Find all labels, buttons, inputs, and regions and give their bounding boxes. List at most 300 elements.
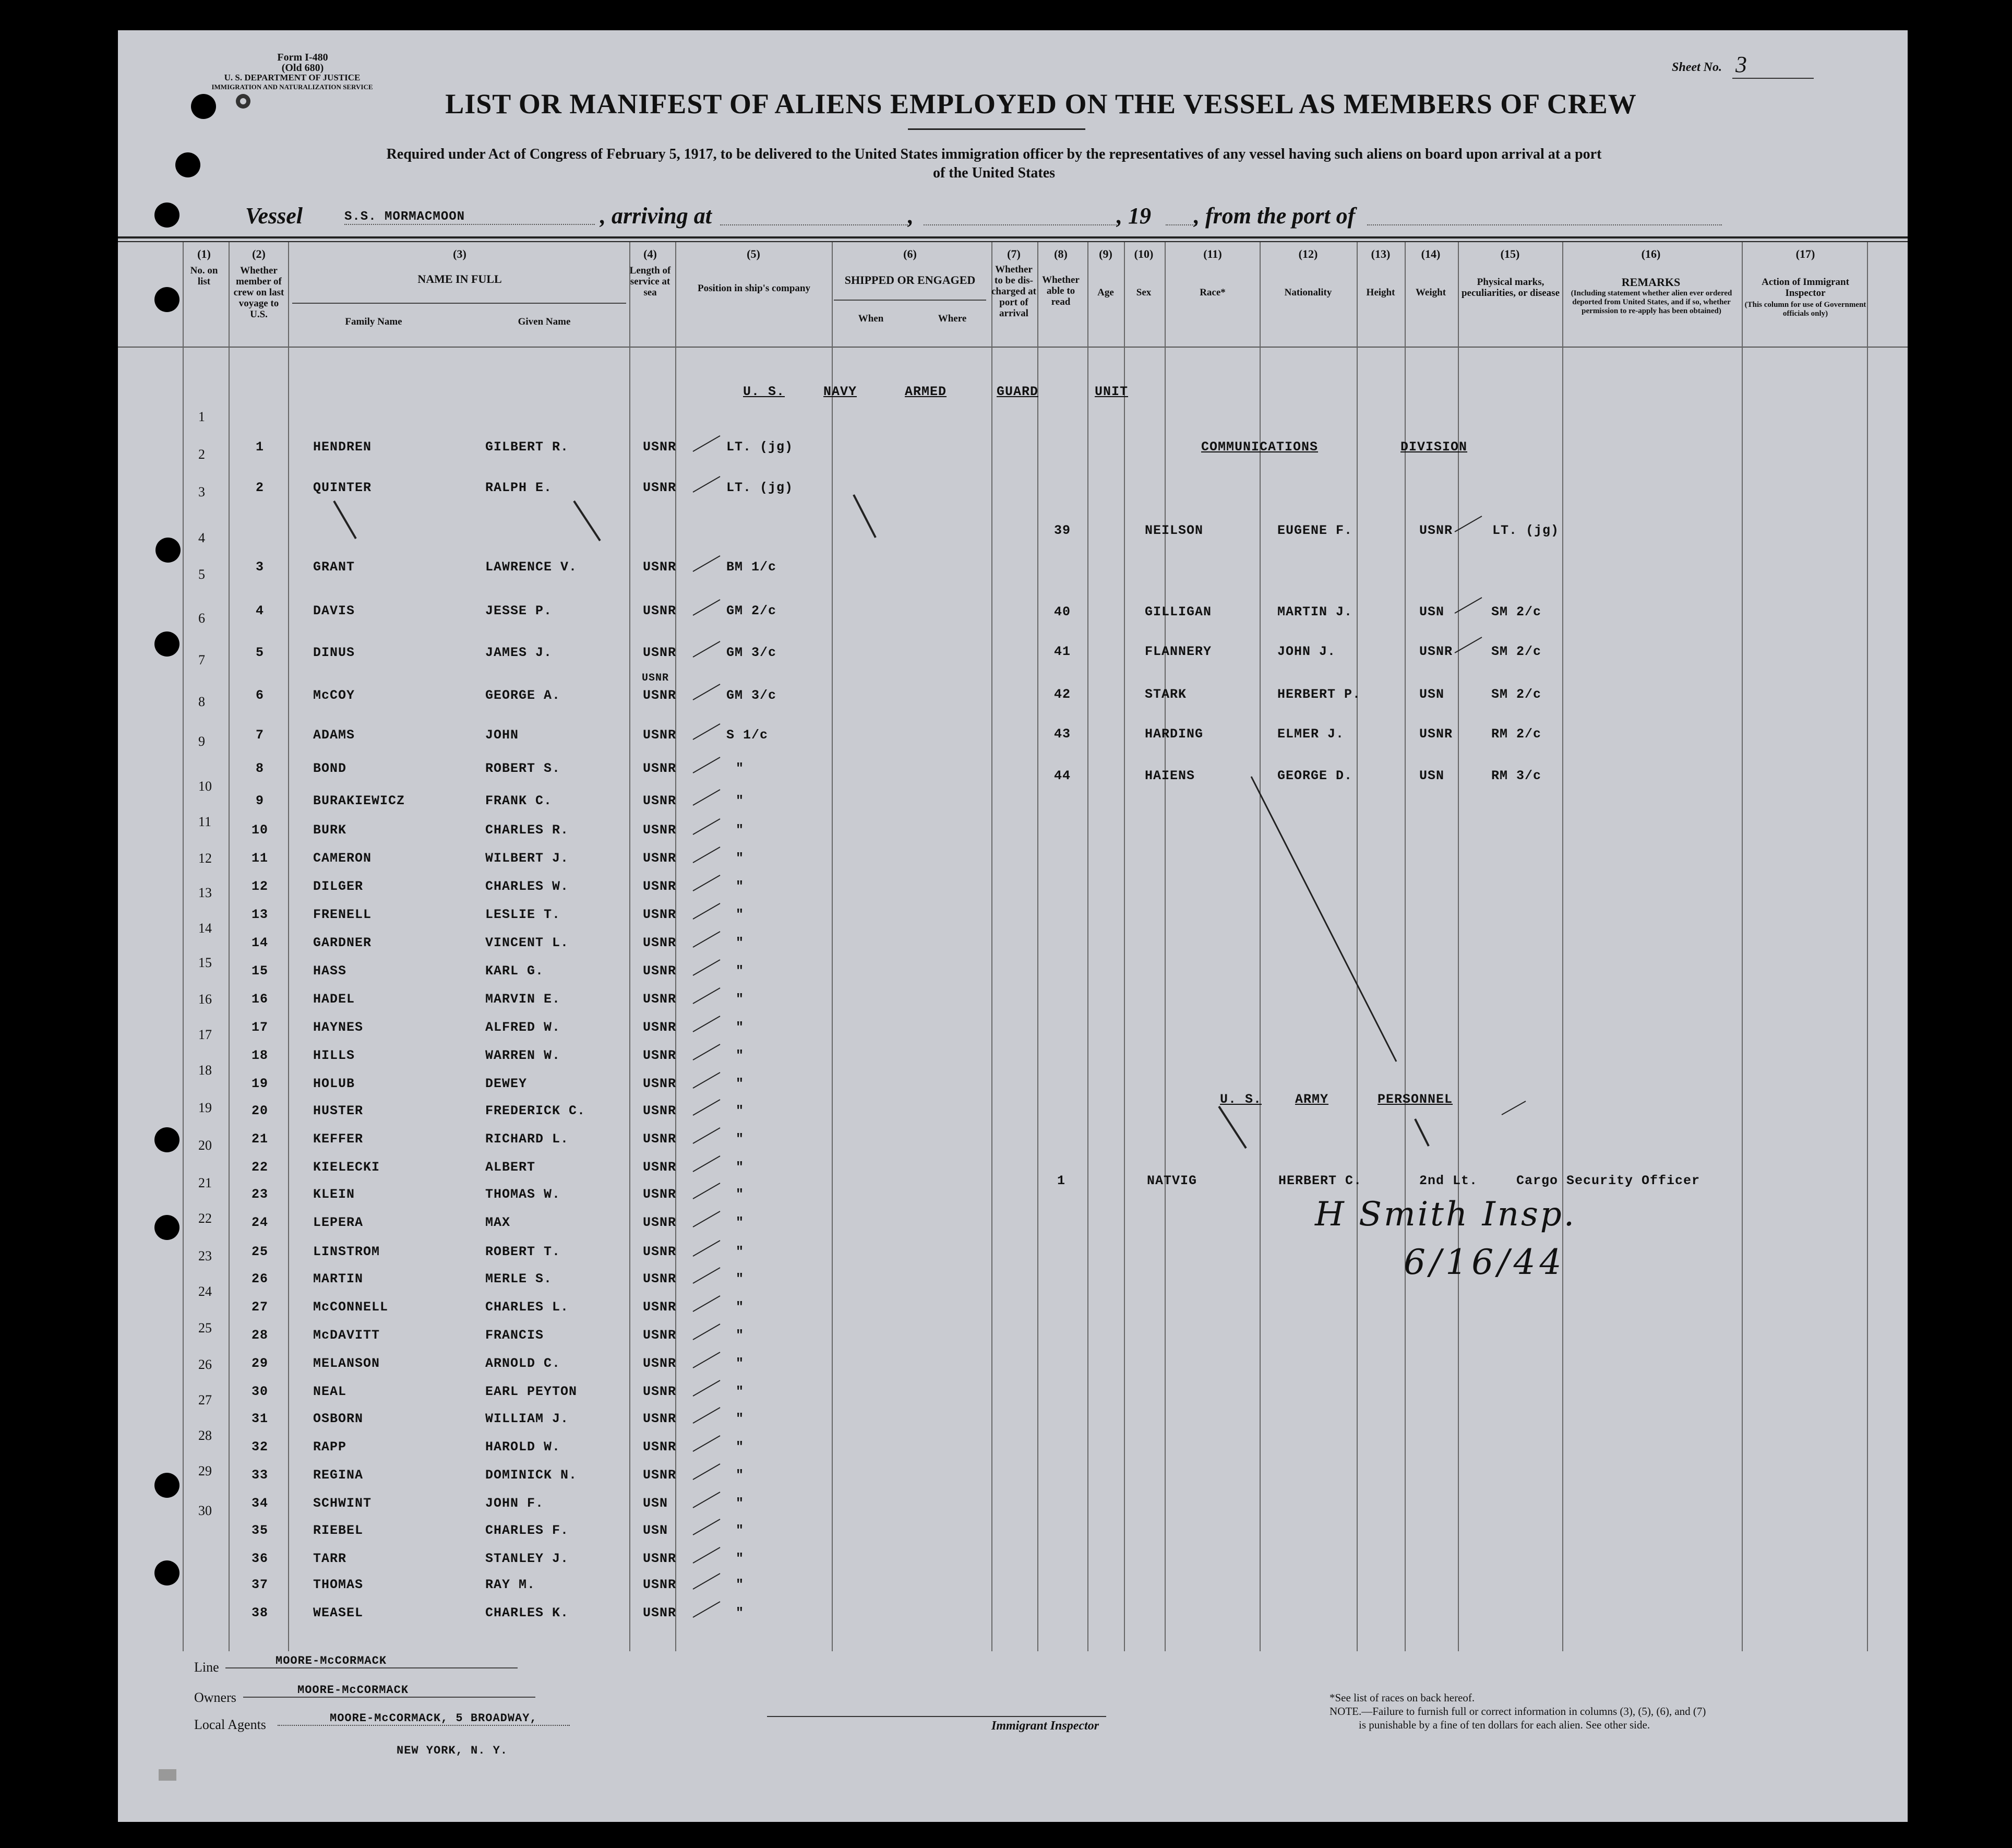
footer-agents-city: NEW YORK, N. Y. [397,1744,508,1757]
crew-service: USN [643,1496,668,1511]
crew-service: USNR [643,603,677,618]
crew-number: 30 [252,1384,269,1399]
crew-family-name: KLEIN [313,1187,355,1202]
crew-position: " [736,1160,745,1175]
crew-number: 15 [252,963,269,979]
crew-number: 36 [252,1551,269,1566]
crew-family-name: SCHWINT [313,1496,372,1511]
army-rank: 2nd Lt. [1419,1173,1478,1188]
crew-service: USNR [643,1439,677,1454]
crew-position: " [736,1103,745,1118]
navy-heading-word: GUARD [997,384,1039,399]
crew-number: 21 [252,1131,269,1147]
crew-family-name: CAMERON [313,851,372,866]
line-number: 23 [198,1248,212,1263]
col-16-label: REMARKS [1621,276,1681,289]
col-7-number: (7) [1007,247,1021,260]
footer-owners-label: Owners [194,1690,236,1705]
comm-number: 43 [1054,726,1071,742]
col-1-label: No. on list [190,265,218,287]
col-17-label: Action of Immigrant Inspector [1762,277,1849,299]
crew-family-name: McCOY [313,688,355,703]
col-15-label: Physical marks, peculiarities, or disease [1461,277,1560,299]
footer-agents-value: MOORE-McCORMACK, 5 BROADWAY, [278,1712,570,1726]
col-8-label: Whether able to read [1042,275,1080,307]
crew-family-name: GRANT [313,559,355,575]
col-3-number: (3) [453,247,466,260]
crew-number: 6 [256,688,265,703]
comm-given-name: ELMER J. [1277,726,1345,742]
crew-number: 20 [252,1103,269,1118]
crew-number: 38 [252,1605,269,1620]
crew-given-name: JOHN [485,728,519,743]
comm-family-name: NEILSON [1145,523,1204,538]
crew-position: " [736,1244,745,1259]
crew-given-name: LAWRENCE V. [485,559,578,575]
crew-service: USNR [643,1384,677,1399]
crew-given-name: RICHARD L. [485,1131,569,1147]
crew-position: LT. (jg) [726,480,794,495]
crew-family-name: REGINA [313,1468,364,1483]
line-number: 12 [198,851,212,866]
sheet-number: 3 [1732,51,1814,79]
crew-position: " [736,1215,745,1230]
comm-number: 44 [1054,768,1071,783]
crew-given-name: MAX [485,1215,511,1230]
crew-number: 34 [252,1496,269,1511]
col-12-number: (12) [1298,247,1318,260]
crew-given-name: STANLEY J. [485,1551,569,1566]
line-number: 1 [198,409,205,424]
crew-family-name: DILGER [313,879,364,894]
line-number: 30 [198,1503,212,1518]
crew-given-name: DEWEY [485,1076,528,1091]
crew-position: " [736,963,745,979]
crew-number: 24 [252,1215,269,1230]
line-number: 17 [198,1027,212,1042]
comm-family-name: GILLIGAN [1145,604,1212,619]
line-number: 4 [198,530,205,545]
date-comma: , [908,203,914,229]
crew-family-name: KEFFER [313,1131,364,1147]
crew-given-name: FRANCIS [485,1328,544,1343]
line-number: 6 [198,611,205,626]
crew-service: USNR [643,1356,677,1371]
crew-position: " [736,907,745,922]
crew-position: GM 2/c [726,603,777,618]
crew-service: USNR [643,439,677,455]
form-old-number: (Old 680) [281,62,324,74]
line-number: 2 [198,447,205,462]
comm-family-name: STARK [1145,687,1187,702]
col-5-label: Position in ship's company [698,283,810,294]
footer-line-value: MOORE-McCORMACK [225,1654,518,1668]
col-13-label: Height [1366,287,1395,298]
crew-number: 12 [252,879,269,894]
army-number: 1 [1057,1173,1066,1188]
crew-position: LT. (jg) [726,439,794,455]
crew-family-name: HILLS [313,1048,355,1063]
crew-family-name: THOMAS [313,1577,364,1592]
crew-given-name: JAMES J. [485,645,553,660]
printer-mark [159,1769,176,1781]
comm-position: SM 2/c [1491,687,1542,702]
navy-heading-word: U. S. [743,384,785,399]
comm-heading-word: COMMUNICATIONS [1201,439,1319,455]
crew-number: 7 [256,728,265,743]
crew-number: 27 [252,1299,269,1315]
col-4-label: Length of service at sea [629,265,671,298]
footer-owners-value: MOORE-McCORMACK [243,1684,535,1698]
line-number: 15 [198,955,212,970]
col-10-number: (10) [1134,247,1154,260]
crew-position: " [736,1605,745,1620]
col-1-number: (1) [197,247,211,260]
crew-given-name: JOHN F. [485,1496,544,1511]
vessel-label: Vessel [245,203,303,229]
crew-given-name: CHARLES W. [485,879,569,894]
crew-service: USNR [643,1187,677,1202]
crew-number: 16 [252,992,269,1007]
comm-family-name: HAIENS [1145,768,1195,783]
crew-service: USNR [643,1605,677,1620]
crew-given-name: CHARLES R. [485,822,569,838]
line-number: 18 [198,1063,212,1078]
crew-given-name: DOMINICK N. [485,1468,578,1483]
crew-family-name: McCONNELL [313,1299,389,1315]
comm-service: USNR [1419,523,1453,538]
comm-number: 39 [1054,523,1071,538]
line-number: 5 [198,567,205,582]
crew-number: 35 [252,1523,269,1538]
line-number: 29 [198,1463,212,1479]
crew-number: 28 [252,1328,269,1343]
col-9-label: Age [1097,287,1114,298]
service-name: IMMIGRATION AND NATURALIZATION SERVICE [211,83,373,91]
footer-line-label: Line [194,1660,219,1675]
crew-position: " [736,1551,745,1566]
comm-given-name: JOHN J. [1277,644,1336,659]
crew-position: " [736,851,745,866]
line-number: 25 [198,1320,212,1336]
comm-position: SM 2/c [1491,604,1542,619]
port-label: , from the port of [1194,203,1356,229]
line-number: 20 [198,1138,212,1153]
crew-number: 2 [256,480,265,495]
crew-number: 23 [252,1187,269,1202]
crew-family-name: LEPERA [313,1215,364,1230]
army-family-name: NATVIG [1147,1173,1197,1188]
crew-family-name: TARR [313,1551,347,1566]
crew-service: USNR [643,963,677,979]
crew-number: 5 [256,645,265,660]
col-17-number: (17) [1795,247,1815,260]
crew-given-name: FREDERICK C. [485,1103,586,1118]
comm-service: USN [1419,687,1445,702]
crew-position: " [736,1020,745,1035]
comm-position: RM 2/c [1491,726,1542,742]
crew-position: BM 1/c [726,559,777,575]
crew-given-name: THOMAS W. [485,1187,561,1202]
crew-service: USNR [643,1215,677,1230]
crew-service: USNR [643,1020,677,1035]
crew-family-name: ADAMS [313,728,355,743]
navy-heading-word: UNIT [1095,384,1129,399]
comm-position: RM 3/c [1491,768,1542,783]
navy-heading-word: ARMED [905,384,947,399]
crew-service: USN [643,1523,668,1538]
crew-service: USNR [643,1468,677,1483]
crew-given-name: ROBERT S. [485,761,561,776]
crew-given-name: ARNOLD C. [485,1356,561,1371]
crew-family-name: RAPP [313,1439,347,1454]
races-note: *See list of races on back hereof. [1330,1691,1475,1704]
inspection-date: 6/16/44 [1404,1242,1566,1282]
crew-position: " [736,879,745,894]
crew-position: " [736,1299,745,1315]
crew-number: 29 [252,1356,269,1371]
arriving-at-label: , arriving at [600,203,712,229]
col-11-number: (11) [1203,247,1222,260]
col-5-number: (5) [747,247,760,260]
comm-given-name: MARTIN J. [1277,604,1353,619]
crew-number: 19 [252,1076,269,1091]
col-2-number: (2) [252,247,266,260]
crew-family-name: HADEL [313,992,355,1007]
crew-position: " [736,1411,745,1426]
crew-given-name: WILBERT J. [485,851,569,866]
crew-position: " [736,1187,745,1202]
crew-position: " [736,761,745,776]
crew-service: USNR [643,793,677,808]
crew-given-name: FRANK C. [485,793,553,808]
crew-service: USNR [643,1160,677,1175]
crew-service: USNR [643,1551,677,1566]
crew-position: " [736,1356,745,1371]
crew-number: 8 [256,761,265,776]
crew-number: 17 [252,1020,269,1035]
crew-family-name: RIEBEL [313,1523,364,1538]
crew-service: USNR [643,851,677,866]
crew-position: " [736,1271,745,1286]
col-14-number: (14) [1421,247,1441,260]
crew-position: GM 3/c [726,645,777,660]
navy-heading-word: NAVY [823,384,857,399]
crew-given-name: JESSE P. [485,603,553,618]
line-number: 3 [198,484,205,499]
col-6-sub-when: When [858,313,884,324]
col-3-label: NAME IN FULL [417,272,502,285]
army-heading-word: PERSONNEL [1378,1092,1453,1107]
crew-number: 26 [252,1271,269,1286]
crew-service: USNR [643,480,677,495]
comm-given-name: GEORGE D. [1277,768,1353,783]
crew-family-name: KIELECKI [313,1160,380,1175]
col-6-label: SHIPPED OR ENGAGED [844,273,976,287]
crew-number: 4 [256,603,265,618]
line-number: 22 [198,1211,212,1226]
crew-family-name: BURK [313,822,347,838]
crew-number: 37 [252,1577,269,1592]
crew-number: 10 [252,822,269,838]
crew-number: 18 [252,1048,269,1063]
crew-number: 13 [252,907,269,922]
comm-service: USNR [1419,726,1453,742]
line-number: 21 [198,1175,212,1190]
crew-given-name: CHARLES K. [485,1605,569,1620]
crew-given-name: KARL G. [485,963,544,979]
crew-family-name: HENDREN [313,439,372,455]
crew-given-name: RAY M. [485,1577,536,1592]
crew-position: " [736,1468,745,1483]
crew-position: " [736,1076,745,1091]
crew-service: USNR [643,822,677,838]
form-number: Form I-480 [277,52,328,63]
col-13-number: (13) [1371,247,1391,260]
comm-position: SM 2/c [1491,644,1542,659]
col-3-sub-family: Family Name [345,316,402,327]
year-label: , 19 [1117,203,1151,229]
department-name: U. S. DEPARTMENT OF JUSTICE [224,73,361,82]
col-17-note: (This column for use of Government officials only) [1744,301,1866,318]
crew-service: USNR [643,1299,677,1315]
crew-service: USNR [643,1048,677,1063]
col-4-number: (4) [643,247,657,260]
line-number: 19 [198,1100,212,1115]
line-number: 28 [198,1428,212,1443]
col-14-label: Weight [1415,287,1446,298]
crew-number: 11 [252,851,269,866]
crew-position: " [736,1496,745,1511]
crew-position: " [736,935,745,950]
line-number: 14 [198,921,212,936]
crew-family-name: NEAL [313,1384,347,1399]
comm-heading-word: DIVISION [1400,439,1468,455]
penalty-note-2: is punishable by a fine of ten dollars for each alien. See other side. [1359,1719,1650,1731]
col-15-number: (15) [1500,247,1520,260]
col-16-number: (16) [1641,247,1661,260]
army-heading-word: ARMY [1295,1092,1329,1107]
crew-service: USNR [643,1103,677,1118]
crew-given-name: LESLIE T. [485,907,561,922]
crew-position: " [736,1048,745,1063]
crew-family-name: HUSTER [313,1103,364,1118]
crew-number: 25 [252,1244,269,1259]
crew-given-name: EARL PEYTON [485,1384,578,1399]
crew-given-name: WILLIAM J. [485,1411,569,1426]
crew-position: " [736,793,745,808]
crew-given-name: GILBERT R. [485,439,569,455]
col-9-number: (9) [1099,247,1112,260]
line-number: 27 [198,1392,212,1408]
inspector-sign-line [767,1716,1106,1717]
crew-given-name: HAROLD W. [485,1439,561,1454]
line-number: 24 [198,1284,212,1299]
crew-family-name: OSBORN [313,1411,364,1426]
comm-family-name: FLANNERY [1145,644,1212,659]
crew-number: 3 [256,559,265,575]
crew-service: USNR [643,559,677,575]
page-title: LIST OR MANIFEST OF ALIENS EMPLOYED ON THE VESSEL AS MEMBERS OF CREW [445,88,1637,120]
crew-family-name: MELANSON [313,1356,380,1371]
crew-family-name: HAYNES [313,1020,364,1035]
subtitle-line-1: Required under Act of Congress of February 5, 1917, to be delivered to the United States immigration officer by the representatives of any vessel having such aliens on board upon arrival at a port [386,146,1602,162]
comm-given-name: HERBERT P. [1277,687,1361,702]
sheet-label: Sheet No. [1672,61,1722,74]
mccoy-overtype: USNR [642,672,669,684]
crew-family-name: BOND [313,761,347,776]
line-number: 10 [198,779,212,794]
army-position: Cargo Security Officer [1516,1173,1700,1188]
crew-service: USNR [643,1244,677,1259]
col-12-label: Nationality [1284,287,1332,298]
crew-given-name: ALFRED W. [485,1020,561,1035]
comm-service: USN [1419,768,1445,783]
col-6-number: (6) [903,247,917,260]
crew-service: USNR [643,935,677,950]
line-number: 8 [198,694,205,709]
crew-position: " [736,1131,745,1147]
crew-number: 31 [252,1411,269,1426]
crew-number: 33 [252,1468,269,1483]
col-16-note: (Including statement whether alien ever ordered deported from United States, and if so, whether permission to re-apply has been obtained) [1571,289,1732,315]
crew-family-name: DINUS [313,645,355,660]
footer-agents-label: Local Agents [194,1717,266,1732]
crew-service: USNR [643,688,677,703]
crew-family-name: BURAKIEWICZ [313,793,405,808]
crew-family-name: LINSTROM [313,1244,380,1259]
crew-given-name: MERLE S. [485,1271,553,1286]
crew-position: " [736,1523,745,1538]
crew-position: " [736,1439,745,1454]
crew-given-name: MARVIN E. [485,992,561,1007]
crew-family-name: DAVIS [313,603,355,618]
crew-service: USNR [643,1076,677,1091]
crew-service: USNR [643,992,677,1007]
crew-position: " [736,822,745,838]
line-number: 13 [198,885,212,900]
crew-number: 22 [252,1160,269,1175]
crew-service: USNR [643,1131,677,1147]
col-2-label: Whether member of crew on last voyage to U.S. [233,265,284,320]
crew-number: 32 [252,1439,269,1454]
line-number: 11 [198,814,212,829]
crew-service: USNR [643,728,677,743]
crew-given-name: RALPH E. [485,480,553,495]
col-10-label: Sex [1136,287,1152,298]
crew-service: USNR [643,1411,677,1426]
crew-family-name: McDAVITT [313,1328,380,1343]
col-7-label: Whether to be dis-charged at port of arrival [991,264,1037,319]
crew-family-name: MARTIN [313,1271,364,1286]
col-11-label: Race* [1200,287,1226,298]
col-6-sub-where: Where [938,313,967,324]
crew-number: 1 [256,439,265,455]
crew-given-name: WARREN W. [485,1048,561,1063]
crew-number: 14 [252,935,269,950]
crew-position: " [736,1577,745,1592]
inspector-signature: H Smith Insp. [1315,1195,1577,1234]
crew-position: S 1/c [726,728,769,743]
crew-service: USNR [643,645,677,660]
crew-number: 9 [256,793,265,808]
comm-number: 41 [1054,644,1071,659]
crew-family-name: GARDNER [313,935,372,950]
crew-service: USNR [643,879,677,894]
crew-given-name: ALBERT [485,1160,536,1175]
comm-service: USNR [1419,644,1453,659]
line-number: 16 [198,992,212,1007]
